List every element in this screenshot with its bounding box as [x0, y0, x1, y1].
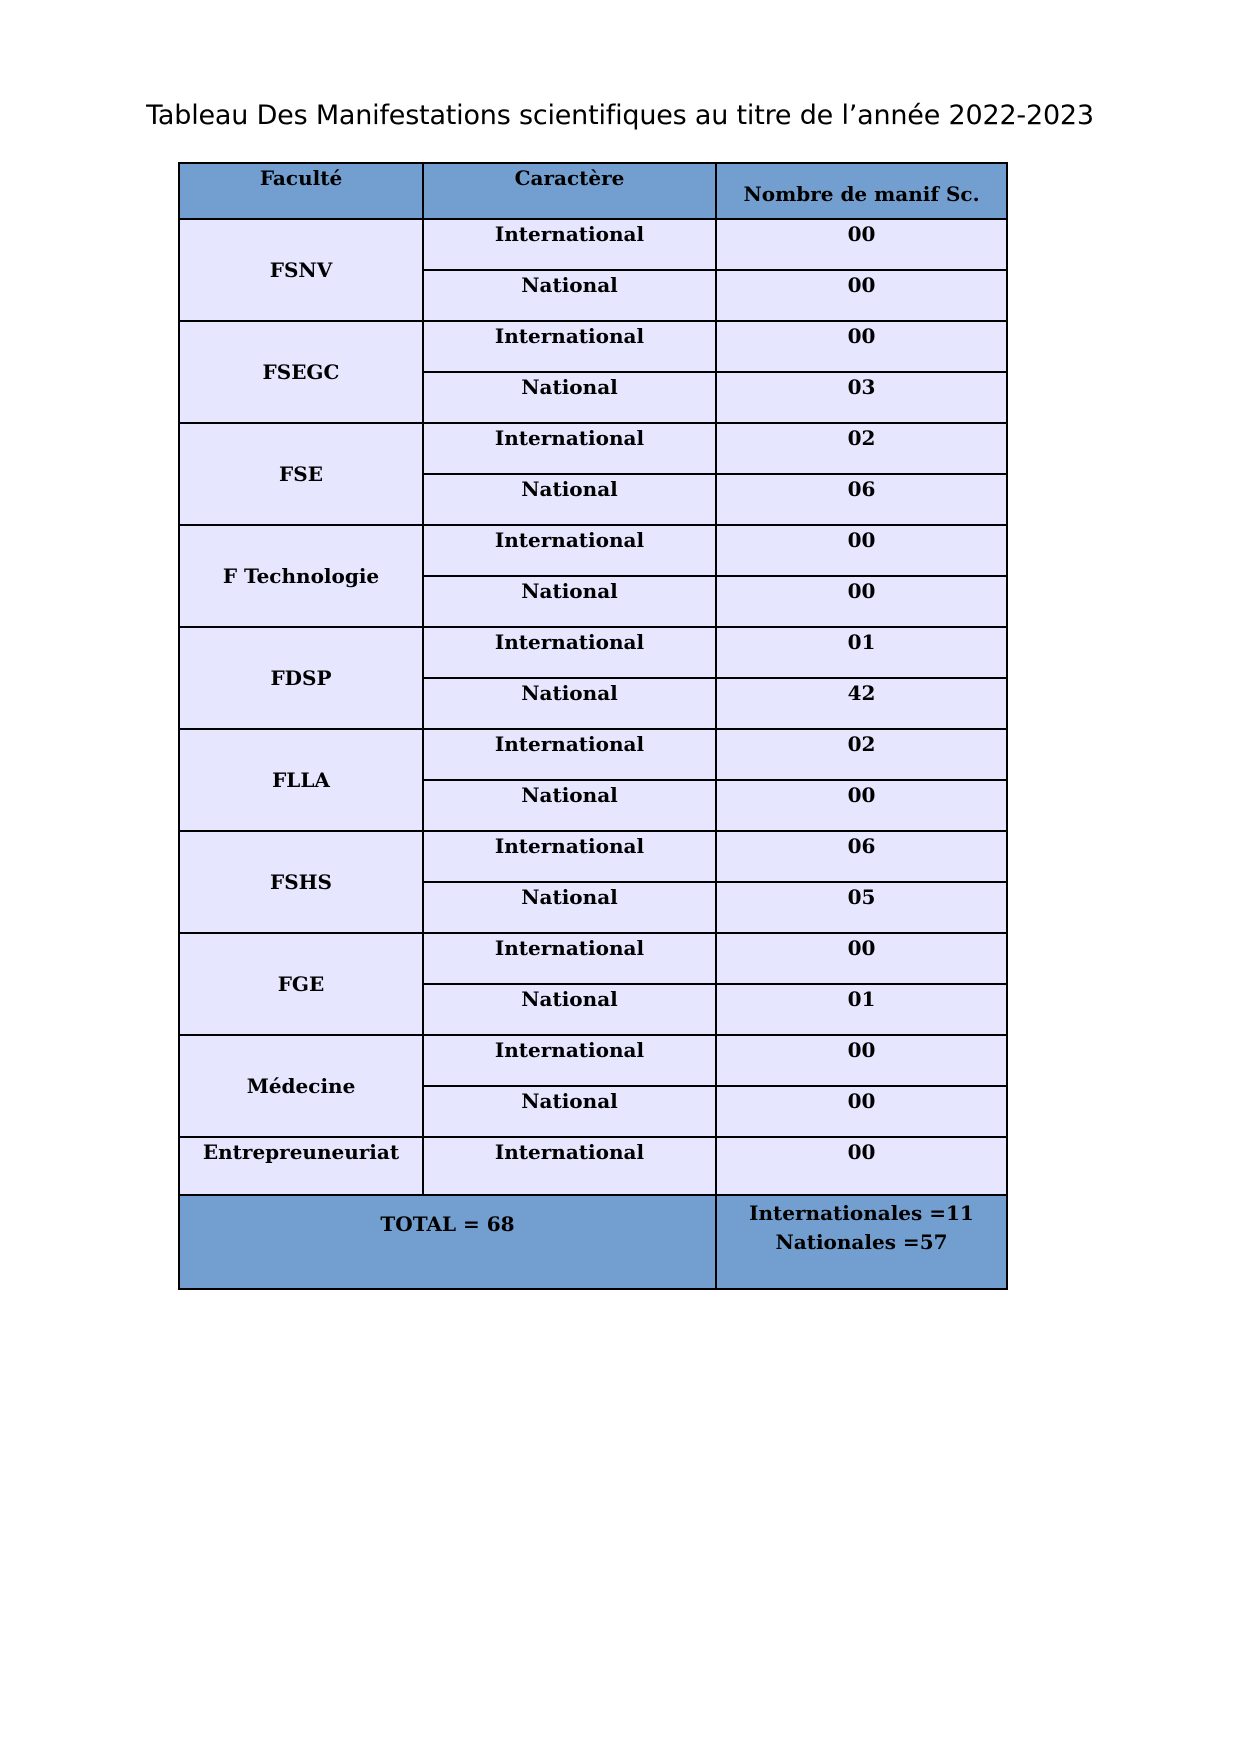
faculty-name: FLLA [179, 729, 423, 831]
caractere-cell: International [423, 1137, 716, 1195]
count-international: 00 [716, 219, 1007, 270]
header-caractere: Caractère [423, 163, 716, 219]
faculty-name: F Technologie [179, 525, 423, 627]
count-international: 00 [716, 1035, 1007, 1086]
caractere-national: National [423, 474, 716, 525]
faculty-name: FSE [179, 423, 423, 525]
table-body [179, 219, 1007, 1289]
caractere-international: International [423, 627, 716, 678]
caractere-national: National [423, 1086, 716, 1137]
count-international: 02 [716, 729, 1007, 780]
faculty-name: FGE [179, 933, 423, 1035]
faculty-name: FSEGC [179, 321, 423, 423]
total-internationales: Internationales =11 [749, 1201, 974, 1225]
header-nombre: Nombre de manif Sc. [716, 163, 1007, 219]
caractere-national: National [423, 678, 716, 729]
count-national: 00 [716, 780, 1007, 831]
caractere-international: International [423, 219, 716, 270]
count-national: 00 [716, 1086, 1007, 1137]
table-row [179, 831, 1007, 882]
faculty-name: FDSP [179, 627, 423, 729]
caractere-national: National [423, 780, 716, 831]
count-national: 05 [716, 882, 1007, 933]
caractere-national: National [423, 984, 716, 1035]
count-international: 00 [716, 321, 1007, 372]
table-row [179, 627, 1007, 678]
manifestations-table [178, 162, 1008, 1290]
count-international: 01 [716, 627, 1007, 678]
caractere-international: International [423, 933, 716, 984]
table-row [179, 219, 1007, 270]
table-row [179, 1035, 1007, 1086]
table-row [179, 933, 1007, 984]
caractere-national: National [423, 372, 716, 423]
faculty-name: Entrepreuneuriat [179, 1137, 423, 1195]
count-international: 00 [716, 933, 1007, 984]
table-row [179, 729, 1007, 780]
count-national: 42 [716, 678, 1007, 729]
page-title: Tableau Des Manifestations scientifiques au titre de l’année 2022-2023 [146, 100, 1094, 131]
caractere-national: National [423, 576, 716, 627]
caractere-international: International [423, 1035, 716, 1086]
count-national: 00 [716, 576, 1007, 627]
faculty-name: Médecine [179, 1035, 423, 1137]
count-cell: 00 [716, 1137, 1007, 1195]
total-nationales: Nationales =57 [775, 1230, 948, 1254]
table-row [179, 525, 1007, 576]
count-international: 06 [716, 831, 1007, 882]
caractere-national: National [423, 270, 716, 321]
caractere-international: International [423, 729, 716, 780]
faculty-name: FSHS [179, 831, 423, 933]
header-faculte: Faculté [179, 163, 423, 219]
count-national: 06 [716, 474, 1007, 525]
table-row [179, 1137, 1007, 1195]
count-international: 02 [716, 423, 1007, 474]
count-national: 03 [716, 372, 1007, 423]
caractere-international: International [423, 831, 716, 882]
total-label: TOTAL = 68 [179, 1195, 716, 1289]
caractere-national: National [423, 882, 716, 933]
count-national: 01 [716, 984, 1007, 1035]
caractere-international: International [423, 423, 716, 474]
count-national: 00 [716, 270, 1007, 321]
total-row [179, 1195, 1007, 1289]
table-header-row [179, 163, 1007, 219]
faculty-name: FSNV [179, 219, 423, 321]
table-row [179, 423, 1007, 474]
caractere-international: International [423, 321, 716, 372]
count-international: 00 [716, 525, 1007, 576]
table-row [179, 321, 1007, 372]
caractere-international: International [423, 525, 716, 576]
total-breakdown [716, 1195, 1007, 1289]
